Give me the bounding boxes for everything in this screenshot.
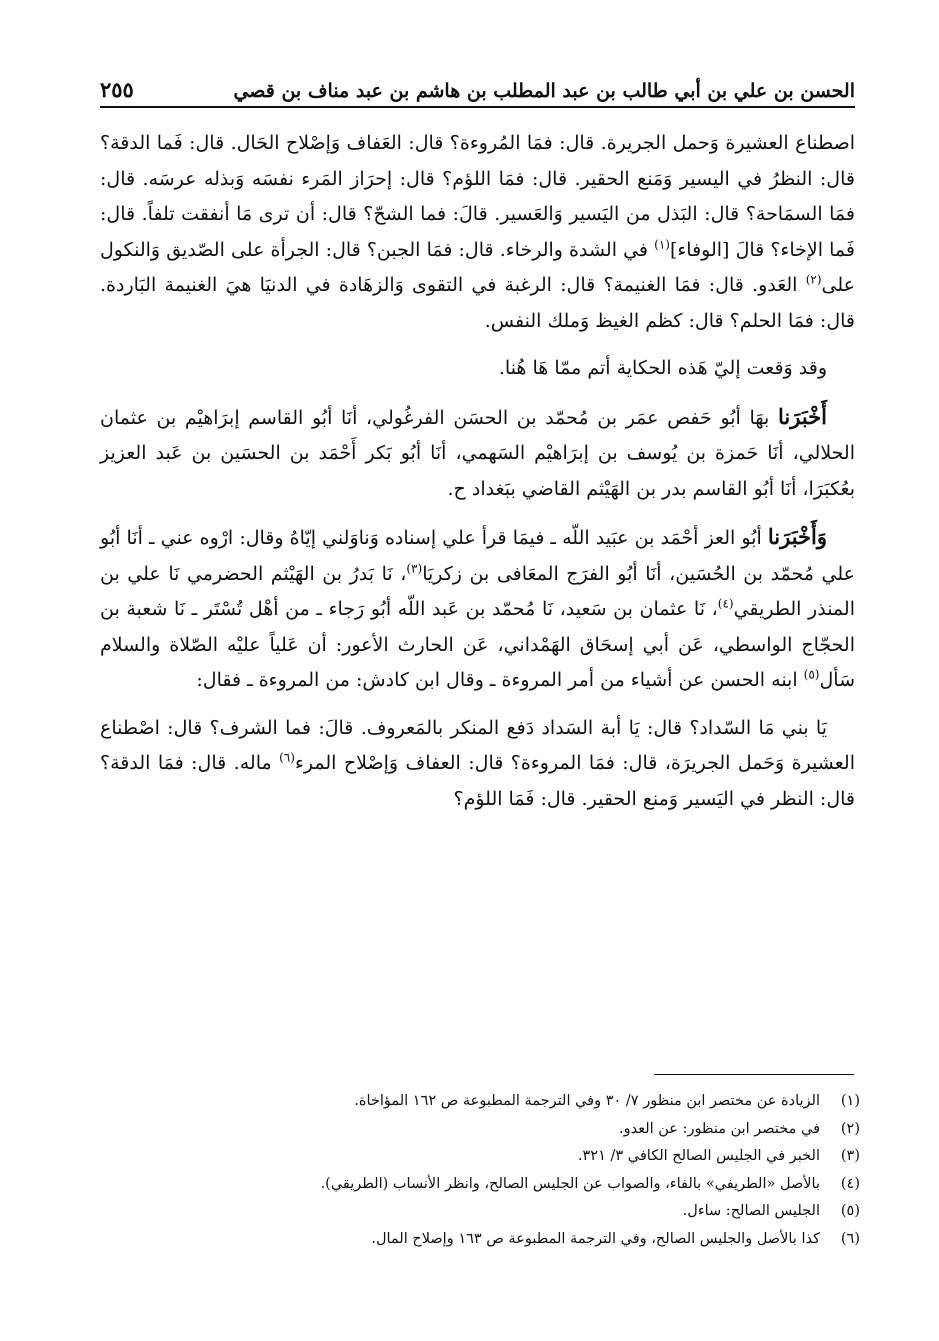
footnote-text: في مختصر ابن منظور: عن العدو. — [618, 1120, 820, 1137]
footnote-number: (٦) — [840, 1230, 860, 1247]
footnote-1 — [100, 1088, 860, 1116]
text-run: ، نَا عثمان بن سَعيد، نَا مُحمّد بن عَبد اللّه أبُو رَجاء ـ من أهْل تُسْتَر ـ نَا شعبة بن الحجّاج الواسطي، عَن أبي إسحَاق الهَمْداني، عَن الحارث الأعور: أن عَلياً عليْه الصّلاة والسلام سَأل — [100, 598, 855, 691]
paragraph-4 — [100, 519, 855, 699]
footnote-number: (٤) — [840, 1175, 860, 1192]
text-run: ابنه الحسن عن أشياء من أمر المروءة ـ وقال ابن كادش: من المروءة ـ فقال: — [196, 669, 804, 691]
running-head: الحسن بن علي بن أبي طالب بن عبد المطلب بن هاشم بن عبد مناف بن قصي — [233, 80, 855, 102]
footnote-number: (٥) — [840, 1203, 860, 1219]
text-run: ، نَا بَدرُ بن الهَيْثم الحضرمي نَا علي بن المنذر الطريقي — [100, 562, 855, 620]
footnote-text: بالأصل «الطريفي» بالفاء، والصواب عن الجليس الصالح، وانظر الأنساب (الطريقي). — [320, 1175, 820, 1192]
footnote-ref-3: (٣) — [406, 561, 423, 576]
lead-word: وَأَخْبَرَنا — [767, 524, 827, 549]
footnote-text: الجليس الصالح: ساءل. — [682, 1203, 820, 1219]
text-run: العَدو. قال: فمَا الغنيمة؟ قال: الرغبة في التقوى وَالزهَادة في الدنيَا هيَ الغنيمة البَاردة. قال: فمَا الحلم؟ قال: كظم الغيظ وَملك النفس. — [100, 274, 855, 332]
paragraph-5 — [100, 711, 855, 818]
page-header — [100, 62, 855, 108]
footnote-separator — [654, 1074, 854, 1075]
text-run: اصطناع العشيرة وَحمل الجريرة. قال: فمَا المُروءة؟ قال: العَفاف وَإصْلاح الحَال. قال: فَما الدقة؟ قال: النظرُ في اليسير وَمَنع الحقير. قال: فمَا اللؤم؟ قال: إحرَاز المَرء نفسَه وَبذله عرسَه. قال: فمَا السمَاحة؟ قال: البَذل من اليَسير وَالعَسير. قالَ: فما الشحّ؟ قال: أن ترى مَا أنفقت تلفاً. قال: فَما الإخاء؟ قالَ [الوفاء] — [100, 132, 855, 261]
footnote-4 — [100, 1171, 860, 1199]
footnote-text: الخبر في الجليس الصالح الكافي ٣/ ٣٢١. — [577, 1148, 820, 1164]
text-run: ماله. قال: فمَا الدقة؟ قال: النظر في اليَسير وَمنع الحقير. قال: فَمَا اللؤم؟ — [100, 752, 855, 810]
footnote-ref-5: (٥) — [803, 667, 820, 682]
footnote-6 — [100, 1226, 860, 1254]
page-number: ٢٥٥ — [100, 77, 134, 102]
footnote-number: (٢) — [840, 1120, 860, 1137]
footnote-3 — [100, 1143, 860, 1171]
footnote-number: (١) — [840, 1093, 860, 1109]
footnotes — [100, 1088, 860, 1253]
footnote-text: الزيادة عن مختصر ابن منظور ٧/ ٣٠ وفي الترجمة المطبوعة ص ١٦٢ المؤاخاة. — [354, 1093, 820, 1109]
lead-word: أَخْبَرَنا — [778, 403, 827, 429]
text-run: أبُو العز أحْمَد بن عبَيد اللّه ـ فيمَا قرأ علي إسناده وَناوَلني إيّاهُ وقال: ارْوه عني ـ أنَا أبُو علي مُحمّد بن الحُسَين، أنَا أبُو الفرَج المعَافى بن زكريَا — [100, 527, 856, 585]
footnote-text: كذا بالأصل والجليس الصالح، وفي الترجمة المطبوعة ص ١٦٣ وإصلاح المال. — [371, 1230, 820, 1247]
footnote-ref-2: (٢) — [805, 272, 822, 287]
paragraph-2: وقد وَقعت إليّ هَذه الحكاية أتم ممّا هَا هُنا. — [498, 357, 827, 379]
footnote-number: (٣) — [840, 1148, 860, 1164]
text-run: يَا بني مَا السّداد؟ قال: يَا أبة السَداد دَفع المنكر بالمَعروف. قالَ: فما الشرف؟ قال: اصْطناع العشيرة وَحَمل الجريرَة، قال: فمَا المروءة؟ قال: العفاف وَإصْلاح المرء — [100, 716, 855, 774]
paragraph-3 — [100, 399, 855, 508]
paragraph-1 — [100, 126, 855, 339]
footnote-ref-6: (٦) — [279, 750, 295, 765]
footnote-ref-4: (٤) — [717, 596, 734, 611]
footnote-ref-1: (١) — [654, 237, 670, 252]
text-run: بهَا أبُو حَفص عمَر بن مُحمّد بن الحسَن الفرغُولي، أنَا أبُو القاسم إبرَاهيْم بن عثمان الحلالي، أنَا حَمزة بن يُوسف بن إبرَاهيْم السَهمي، أنَا أبُو بَكر أَحْمَد بن الحسَين بن عَبد العزيز بعُكبَرَا، أنَا أبُو القاسم بدر بن الهَيْثم القاضي ببَغداد ح. — [100, 406, 855, 500]
main-text — [100, 126, 855, 817]
text-run: في الشدة والرخاء. قال: فمَا الجبن؟ قال: الجرأة على الصّديق وَالنكول على — [100, 238, 855, 296]
footnote-2 — [100, 1116, 860, 1144]
footnote-5 — [100, 1198, 860, 1226]
